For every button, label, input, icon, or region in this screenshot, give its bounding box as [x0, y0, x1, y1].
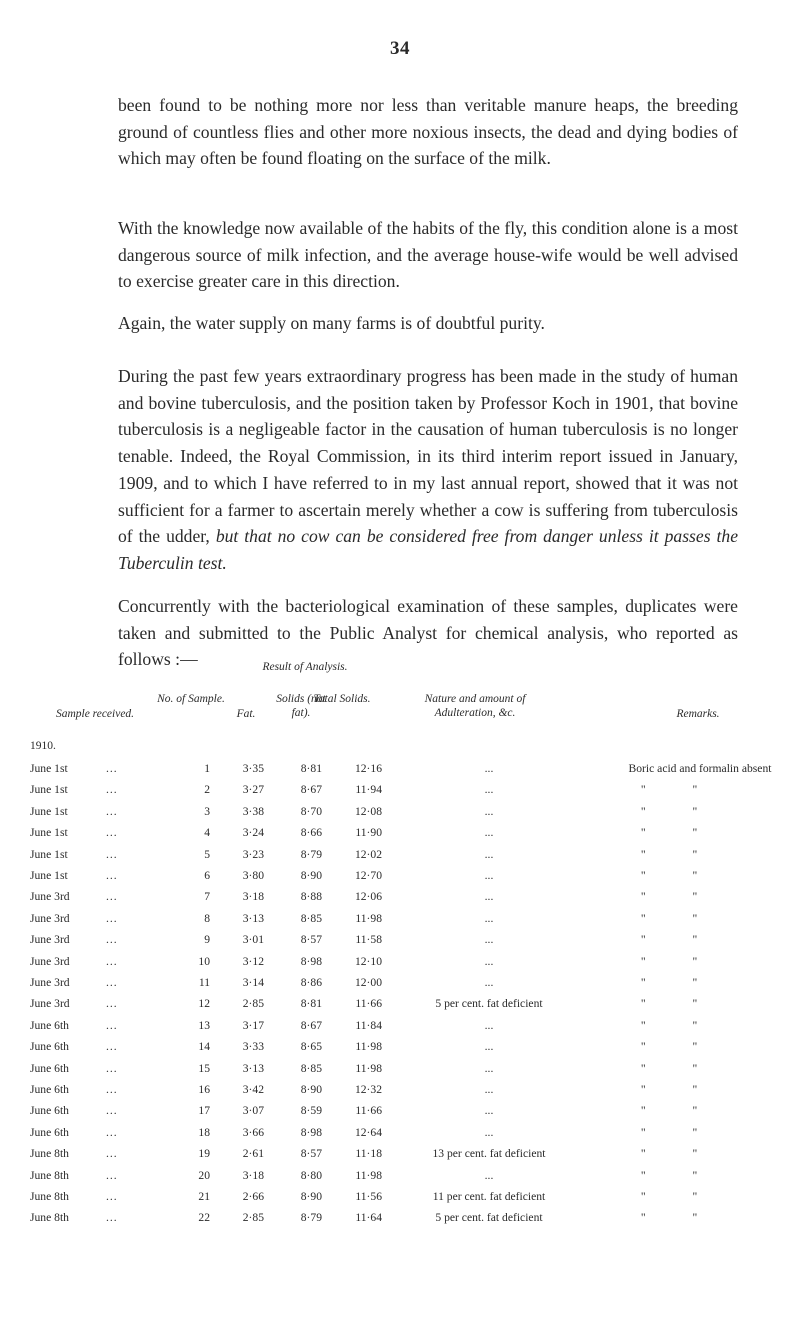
- adulteration-note: ...: [484, 1018, 494, 1032]
- sample-date: June 6th: [30, 1125, 69, 1139]
- remarks-value: " ": [640, 1083, 720, 1096]
- table-row: [0, 1190, 800, 1210]
- fat-value: 3·18: [242, 890, 264, 904]
- table-row: [0, 1126, 800, 1146]
- remarks-value: " ": [640, 847, 720, 861]
- solids-not-fat-value: 8·98: [300, 954, 322, 968]
- sample-number: 4: [204, 826, 210, 840]
- table-row: [0, 1083, 800, 1103]
- adulteration-note: 11 per cent. fat deficient: [432, 1190, 546, 1203]
- solids-not-fat-value: 8·88: [300, 890, 322, 904]
- solids-not-fat-value: 8·85: [300, 1061, 322, 1075]
- sample-date: June 6th: [30, 1083, 69, 1096]
- sample-date: June 3rd: [30, 976, 70, 989]
- sample-date: June 8th: [30, 1190, 69, 1203]
- solids-not-fat-value: 8·90: [300, 869, 322, 882]
- sample-number: 6: [204, 869, 210, 882]
- sample-number: 3: [204, 804, 210, 818]
- sample-number: 1: [204, 762, 210, 775]
- total-solids-value: 11·18: [355, 1147, 382, 1161]
- table-row: [0, 826, 800, 846]
- solids-not-fat-value: 8·90: [300, 1083, 322, 1096]
- remarks-value: " ": [640, 804, 720, 818]
- adulteration-note: ...: [484, 976, 494, 989]
- adulteration-note: ...: [484, 954, 494, 968]
- total-solids-value: 12·02: [354, 847, 382, 861]
- paragraph-tuberculosis: [118, 363, 738, 577]
- sample-number: 2: [204, 783, 210, 797]
- solids-not-fat-value: 8·81: [300, 997, 322, 1011]
- solids-not-fat-header: Solids (not fat).: [276, 693, 326, 719]
- remarks-value: " ": [640, 1190, 720, 1203]
- leader-dots: ...: [106, 783, 118, 797]
- sample-number: 17: [198, 1104, 210, 1118]
- paragraph-water-supply: Again, the water supply on many farms is of doubtful purity.: [118, 313, 545, 333]
- fat-value: 3·42: [242, 1083, 264, 1096]
- table-row: [0, 1147, 800, 1167]
- solids-not-fat-value: 8·80: [300, 1168, 322, 1182]
- adulteration-note: ...: [484, 847, 494, 861]
- total-solids-value: 11·94: [355, 783, 382, 797]
- sample-number: 16: [198, 1083, 210, 1096]
- remarks-value: " ": [640, 954, 720, 968]
- remarks-value: " ": [640, 1104, 720, 1118]
- solids-not-fat-value: 8·70: [300, 804, 322, 818]
- leader-dots: ...: [106, 1018, 118, 1032]
- sample-number: 19: [198, 1147, 210, 1161]
- table-row: [0, 805, 800, 825]
- fat-value: 2·85: [242, 1211, 264, 1225]
- remarks-value: " ": [640, 911, 720, 925]
- leader-dots: ...: [106, 933, 118, 947]
- sample-date: June 3rd: [30, 997, 70, 1011]
- leader-dots: ...: [106, 762, 118, 775]
- table-row: [0, 762, 800, 782]
- sample-number: 8: [204, 911, 210, 925]
- sample-number: 18: [198, 1125, 210, 1139]
- leader-dots: ...: [106, 1104, 118, 1118]
- solids-not-fat-value: 8·65: [300, 1040, 322, 1054]
- leader-dots: ...: [106, 1168, 118, 1182]
- total-solids-value: 11·98: [355, 911, 382, 925]
- fat-value: 3·14: [242, 976, 264, 989]
- table-row: [0, 1062, 800, 1082]
- remarks-value: Boric acid and formalin absent: [628, 762, 772, 775]
- sample-date: June 1st: [30, 783, 68, 797]
- adulteration-note: ...: [484, 1083, 494, 1096]
- total-solids-value: 12·06: [354, 890, 382, 904]
- adulteration-note: ...: [484, 933, 494, 947]
- total-solids-value: 11·98: [355, 1040, 382, 1054]
- remarks-value: " ": [640, 976, 720, 989]
- table-row: [0, 783, 800, 803]
- sample-number: 10: [198, 954, 210, 968]
- solids-not-fat-value: 8·86: [300, 976, 322, 989]
- leader-dots: ...: [106, 1190, 118, 1203]
- adulteration-note: ...: [484, 826, 494, 840]
- fat-value: 3·12: [242, 954, 264, 968]
- remarks-value: " ": [640, 1211, 720, 1225]
- fat-value: 3·07: [242, 1104, 264, 1118]
- fat-value: 3·01: [242, 933, 264, 947]
- sample-date: June 1st: [30, 762, 68, 775]
- sample-number: 21: [198, 1190, 210, 1203]
- sample-received-header: Sample received.: [55, 708, 135, 720]
- sample-date: June 3rd: [30, 911, 70, 925]
- remarks-header: Remarks.: [676, 708, 720, 720]
- leader-dots: ...: [106, 1061, 118, 1075]
- solids-not-fat-value: 8·66: [300, 826, 322, 840]
- adulteration-note: ...: [484, 1168, 494, 1182]
- total-solids-value: 12·70: [354, 869, 382, 882]
- remarks-value: " ": [640, 1125, 720, 1139]
- fat-value: 3·27: [242, 783, 264, 797]
- leader-dots: ...: [106, 890, 118, 904]
- sample-date: June 6th: [30, 1104, 69, 1118]
- sample-date: June 8th: [30, 1211, 69, 1225]
- table-row: [0, 848, 800, 868]
- sample-date: June 1st: [30, 847, 68, 861]
- remarks-value: " ": [640, 1061, 720, 1075]
- fat-value: 3·18: [242, 1168, 264, 1182]
- adulteration-note: ...: [484, 890, 494, 904]
- total-solids-value: 11·98: [355, 1061, 382, 1075]
- remarks-value: " ": [640, 1040, 720, 1054]
- fat-value: 2·85: [242, 997, 264, 1011]
- leader-dots: ...: [106, 976, 118, 989]
- table-row: [0, 890, 800, 910]
- solids-not-fat-value: 8·57: [300, 933, 322, 947]
- sample-date: June 1st: [30, 826, 68, 840]
- adulteration-note: ...: [484, 911, 494, 925]
- paragraph-public-analyst: Concurrently with the bacteriological examination of these samples, duplicates were taken and submitted to the Public Analyst for chemical analysis, who reported as follows :—: [118, 596, 738, 670]
- total-solids-value: 12·16: [354, 762, 382, 775]
- leader-dots: ...: [106, 911, 118, 925]
- fat-value: 2·66: [242, 1190, 264, 1203]
- result-of-analysis-header: Result of Analysis.: [262, 661, 348, 673]
- adulteration-note: ...: [484, 804, 494, 818]
- remarks-value: " ": [640, 890, 720, 904]
- leader-dots: ...: [106, 1211, 118, 1225]
- remarks-value: " ": [640, 997, 720, 1011]
- sample-date: June 8th: [30, 1168, 69, 1182]
- total-solids-value: 12·00: [354, 976, 382, 989]
- year-label: 1910.: [30, 740, 56, 752]
- table-row: [0, 1104, 800, 1124]
- total-solids-value: 11·98: [355, 1168, 382, 1182]
- remarks-value: " ": [640, 1018, 720, 1032]
- adulteration-note: ...: [484, 1125, 494, 1139]
- remarks-value: " ": [640, 783, 720, 797]
- fat-value: 3·13: [242, 911, 264, 925]
- table-row: [0, 869, 800, 889]
- total-solids-value: 12·64: [354, 1125, 382, 1139]
- tuberculosis-text: During the past few years extraordinary progress has been made in the study of human and bovine tuberculosis, and the position taken by Professor Koch in 1901, that bovine tuberculosis is a negligeable factor in the causation of human tuberculosis is no longer tenable. Indeed, the Royal Commission, in its third interim report issued in January, 1909, and to which I have referred to in my last annual report, showed that it was not sufficient for a farmer to ascertain merely whether a cow is suffering from tuberculosis of the udder,: [118, 366, 738, 547]
- solids-not-fat-value: 8·79: [300, 847, 322, 861]
- fat-value: 3·80: [242, 869, 264, 882]
- total-solids-value: 11·84: [355, 1018, 382, 1032]
- adulteration-note: ...: [484, 1061, 494, 1075]
- solids-not-fat-value: 8·81: [300, 762, 322, 775]
- sample-number: 22: [198, 1211, 210, 1225]
- adulteration-note: ...: [484, 1104, 494, 1118]
- sample-date: June 3rd: [30, 954, 70, 968]
- total-solids-value: 11·64: [355, 1211, 382, 1225]
- solids-not-fat-value: 8·98: [300, 1125, 322, 1139]
- solids-not-fat-value: 8·90: [300, 1190, 322, 1203]
- sample-date: June 1st: [30, 804, 68, 818]
- analysis-table: [0, 650, 800, 1310]
- table-row: [0, 1040, 800, 1060]
- remarks-value: " ": [640, 1147, 720, 1161]
- sample-date: June 8th: [30, 1147, 69, 1161]
- total-solids-value: 11·66: [355, 997, 382, 1011]
- table-row: [0, 1169, 800, 1189]
- leader-dots: ...: [106, 997, 118, 1011]
- total-solids-value: 11·56: [355, 1190, 382, 1203]
- total-solids-value: 11·66: [355, 1104, 382, 1118]
- fat-value: 3·13: [242, 1061, 264, 1075]
- sample-number: 13: [198, 1018, 210, 1032]
- remarks-value: " ": [640, 933, 720, 947]
- adulteration-note: ...: [484, 762, 494, 775]
- total-solids-value: 11·90: [355, 826, 382, 840]
- sample-number: 5: [204, 847, 210, 861]
- leader-dots: ...: [106, 804, 118, 818]
- total-solids-header: Total Solids.: [313, 693, 371, 705]
- remarks-value: " ": [640, 1168, 720, 1182]
- table-row: [0, 976, 800, 996]
- leader-dots: ...: [106, 1040, 118, 1054]
- sample-number: 20: [198, 1168, 210, 1182]
- sample-date: June 1st: [30, 869, 68, 882]
- solids-not-fat-value: 8·67: [300, 1018, 322, 1032]
- total-solids-value: 12·32: [354, 1083, 382, 1096]
- remarks-value: " ": [640, 869, 720, 882]
- tuberculin-test-emphasis: but that no cow can be considered free from danger unless it passes the Tuberculin test.: [118, 526, 739, 573]
- sample-number: 12: [198, 997, 210, 1011]
- adulteration-note: 13 per cent. fat deficient: [432, 1147, 546, 1161]
- solids-not-fat-value: 8·67: [300, 783, 322, 797]
- sample-number: 15: [198, 1061, 210, 1075]
- sample-number: 7: [204, 890, 210, 904]
- sample-date: June 3rd: [30, 890, 70, 904]
- leader-dots: ...: [106, 1083, 118, 1096]
- sample-date: June 6th: [30, 1040, 69, 1054]
- page-number: 34: [390, 38, 410, 59]
- table-row: [0, 933, 800, 953]
- solids-not-fat-value: 8·85: [300, 911, 322, 925]
- total-solids-value: 12·10: [354, 954, 382, 968]
- total-solids-value: 11·58: [355, 933, 382, 947]
- leader-dots: ...: [106, 826, 118, 840]
- adulteration-note: ...: [484, 783, 494, 797]
- leader-dots: ...: [106, 847, 118, 861]
- table-row: [0, 1019, 800, 1039]
- sample-date: June 3rd: [30, 933, 70, 947]
- paragraph-manure-heaps: been found to be nothing more nor less than veritable manure heaps, the breeding ground of countless flies and other more noxious insects, the dead and dying bodies of which may often be found floating on the surface of the milk.: [118, 95, 738, 169]
- table-row: [0, 955, 800, 975]
- remarks-value: " ": [640, 826, 720, 840]
- leader-dots: ...: [106, 1147, 118, 1161]
- solids-not-fat-value: 8·79: [300, 1211, 322, 1225]
- table-row: [0, 912, 800, 932]
- adulteration-note: 5 per cent. fat deficient: [435, 1211, 543, 1225]
- adulteration-note: ...: [484, 1040, 494, 1054]
- fat-header: Fat.: [236, 708, 256, 720]
- sample-number: 14: [198, 1040, 210, 1054]
- sample-date: June 6th: [30, 1018, 69, 1032]
- fat-value: 3·23: [242, 847, 264, 861]
- fat-value: 3·17: [242, 1018, 264, 1032]
- leader-dots: ...: [106, 954, 118, 968]
- fat-value: 3·38: [242, 804, 264, 818]
- fat-value: 3·66: [242, 1125, 264, 1139]
- sample-number: 9: [204, 933, 210, 947]
- sample-date: June 6th: [30, 1061, 69, 1075]
- solids-not-fat-value: 8·57: [300, 1147, 322, 1161]
- fat-value: 3·35: [242, 762, 264, 775]
- leader-dots: ...: [106, 869, 118, 882]
- paragraph-fly-habits: With the knowledge now available of the habits of the fly, this condition alone is a most dangerous source of milk infection, and the average house-wife would be well advised to exercise greater care in this direction.: [118, 218, 738, 292]
- adulteration-note: 5 per cent. fat deficient: [435, 997, 543, 1011]
- nature-adulteration-header: Nature and amount of Adulteration, &c.: [424, 693, 526, 719]
- table-row: [0, 1211, 800, 1231]
- fat-value: 2·61: [242, 1147, 264, 1161]
- table-row: [0, 997, 800, 1017]
- sample-number: 11: [198, 976, 210, 989]
- no-of-sample-header: No. of Sample.: [157, 693, 225, 705]
- total-solids-value: 12·08: [354, 804, 382, 818]
- fat-value: 3·24: [242, 826, 264, 840]
- adulteration-note: ...: [484, 869, 494, 882]
- leader-dots: ...: [106, 1125, 118, 1139]
- fat-value: 3·33: [242, 1040, 264, 1054]
- solids-not-fat-value: 8·59: [300, 1104, 322, 1118]
